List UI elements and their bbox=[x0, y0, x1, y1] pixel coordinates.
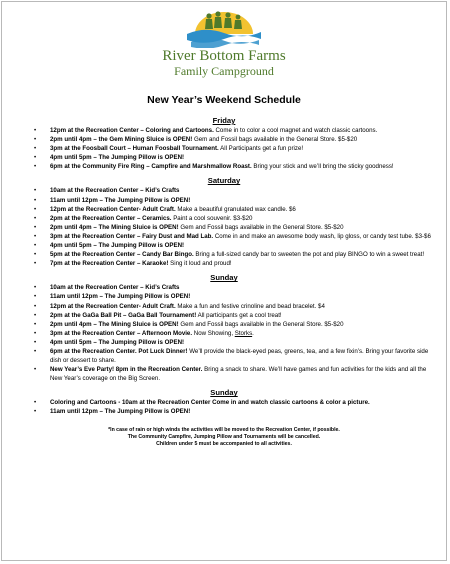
event-item bbox=[50, 232, 432, 241]
event-time-title: 3pm at the Foosball Court – Human Foosball Tournament. bbox=[50, 145, 219, 153]
event-description: Bring a snack to share. We’ll have games and fun activities for the kids and all the New Year’s coverage on the Big Screen. bbox=[50, 366, 427, 383]
note-cancel: The Community Campfire, Jumping Pillow and Tournaments will be cancelled. bbox=[127, 433, 321, 440]
event-description: Sing it loud and proud! bbox=[168, 260, 232, 268]
event-item bbox=[50, 320, 432, 329]
event-time-title: 4pm until 5pm – The Jumping Pillow is OPEN! bbox=[50, 154, 185, 162]
event-time-title: 4pm until 5pm – The Jumping Pillow is OPEN! bbox=[50, 242, 185, 250]
event-list bbox=[2, 186, 446, 268]
event-description: All participants get a cool treat! bbox=[196, 311, 282, 319]
event-item bbox=[50, 329, 432, 338]
event-time-title: 12pm at the Recreation Center – Coloring and Cartoons. bbox=[50, 127, 214, 134]
event-description: Make a beautiful granulated wax candle. $6 bbox=[175, 205, 296, 213]
event-tail: . bbox=[252, 329, 254, 337]
event-time-title: 11am until 12pm – The Jumping Pillow is OPEN! bbox=[50, 293, 191, 301]
event-time-title: 11am until 12pm – The Jumping Pillow is OPEN! bbox=[50, 408, 191, 416]
event-time-title: 2pm at the GaGa Ball Pit – GaGa Ball Tournament! bbox=[50, 311, 197, 319]
event-time-title: 7pm at the Recreation Center – Karaoke! bbox=[50, 260, 169, 268]
event-time-title: New Year’s Eve Party! 8pm in the Recreation Center. bbox=[50, 366, 203, 374]
header bbox=[2, 8, 446, 78]
event-description: Gem and Fossil bags available in the General Store. $5-$20 bbox=[192, 136, 358, 144]
event-description: Paint a cool souvenir. $3-$20 bbox=[171, 214, 253, 222]
event-description: Bring a full-sized candy bar to sweeten the pot and play BINGO to win a sweet treat! bbox=[193, 251, 425, 259]
event-description: Come in to color a cool magnet and watch classic cartoons. bbox=[213, 127, 378, 134]
event-description: Bring your stick and we’ll bring the sticky goodness! bbox=[251, 163, 394, 171]
event-time-title: 10am at the Recreation Center – Kid’s Crafts bbox=[50, 284, 180, 292]
note-rain: *In case of rain or high winds the activities will be moved to the Recreation Center, if possible. bbox=[108, 426, 340, 433]
event-time-title: 12pm at the Recreation Center- Adult Craft. bbox=[50, 302, 176, 310]
event-list bbox=[2, 126, 446, 171]
event-description: Come in and make an awesome body wash, lip gloss, or candy test tube. $3-$6 bbox=[213, 232, 431, 240]
event-item bbox=[50, 126, 432, 135]
event-time-title: 10am at the Recreation Center – Kid’s Crafts bbox=[50, 187, 180, 195]
event-item bbox=[50, 241, 432, 250]
day-heading: Friday bbox=[212, 116, 236, 125]
event-item bbox=[50, 153, 432, 162]
day-heading: Saturday bbox=[207, 176, 241, 186]
schedule-days bbox=[2, 116, 446, 417]
event-item bbox=[50, 144, 432, 153]
event-description: We’ll provide the black-eyed peas, greens, tea, and a few fixin’s. Bring your favorite side dish or dessert to share. bbox=[50, 347, 429, 365]
event-item bbox=[50, 196, 432, 205]
event-time-title: 2pm until 4pm – The Mining Sluice is OPEN! bbox=[50, 223, 179, 231]
event-description: All Participants get a fun prize! bbox=[218, 145, 304, 153]
event-movie-title: Storks bbox=[234, 329, 253, 337]
event-description: Gem and Fossil bags available in the General Store. $5-$20 bbox=[178, 223, 344, 231]
event-item bbox=[50, 186, 432, 195]
event-list bbox=[2, 398, 446, 416]
event-time-title: 3pm at the Recreation Center – Afternoon Movie. bbox=[50, 329, 193, 337]
event-item bbox=[50, 407, 432, 416]
event-item bbox=[50, 259, 432, 268]
event-time-title: 5pm at the Recreation Center – Candy Bar Bingo. bbox=[50, 251, 194, 259]
event-item bbox=[50, 283, 432, 292]
event-time-title: 4pm until 5pm – The Jumping Pillow is OPEN! bbox=[50, 338, 185, 346]
event-item bbox=[50, 135, 432, 144]
brand-name: River Bottom Farms bbox=[162, 48, 286, 64]
event-list bbox=[2, 283, 446, 383]
event-item bbox=[50, 162, 432, 171]
note-children: Children under 5 must be accompanied to all activities. bbox=[156, 440, 292, 447]
event-item bbox=[50, 398, 432, 407]
event-item bbox=[50, 250, 432, 259]
brand-subtitle: Family Campground bbox=[174, 64, 274, 78]
event-item bbox=[50, 292, 432, 301]
event-time-title: 3pm at the Recreation Center – Fairy Dust and Mad Lab. bbox=[50, 232, 214, 240]
event-description: Now Showing, bbox=[192, 329, 235, 337]
notes bbox=[2, 427, 446, 449]
event-item bbox=[50, 338, 432, 347]
event-time-title: 11am until 12pm – The Jumping Pillow is OPEN! bbox=[50, 196, 191, 204]
day-heading: Sunday bbox=[210, 388, 238, 398]
event-item bbox=[50, 311, 432, 320]
event-time-title: Coloring and Cartoons - 10am at the Recreation Center Come in and watch classic cartoons & color a picture. bbox=[50, 399, 370, 407]
event-item bbox=[50, 347, 432, 365]
event-item bbox=[50, 223, 432, 232]
event-item bbox=[50, 205, 432, 214]
schedule-title: New Year’s Weekend Schedule bbox=[147, 94, 301, 106]
schedule-page bbox=[1, 1, 447, 561]
event-item bbox=[50, 214, 432, 223]
event-item bbox=[50, 302, 432, 311]
event-time-title: 2pm at the Recreation Center – Ceramics. bbox=[50, 214, 172, 222]
event-time-title: 2pm until 4pm – The Mining Sluice is OPEN! bbox=[50, 320, 179, 328]
campground-logo bbox=[185, 8, 263, 48]
event-time-title: 2pm until 4pm – the Gem Mining Sluice is OPEN! bbox=[50, 136, 193, 144]
event-time-title: 6pm at the Community Fire Ring – Campfire and Marshmallow Roast. bbox=[50, 163, 252, 171]
day-heading: Sunday bbox=[210, 273, 238, 283]
event-time-title: 12pm at the Recreation Center- Adult Craft. bbox=[50, 205, 176, 213]
event-item bbox=[50, 365, 432, 383]
event-time-title: 6pm at the Recreation Center. Pot Luck Dinner! bbox=[50, 347, 188, 355]
event-description: Gem and Fossil bags available in the General Store. $5-$20 bbox=[178, 320, 344, 328]
event-description: Make a fun and festive crinoline and bead bracelet. $4 bbox=[175, 302, 325, 310]
